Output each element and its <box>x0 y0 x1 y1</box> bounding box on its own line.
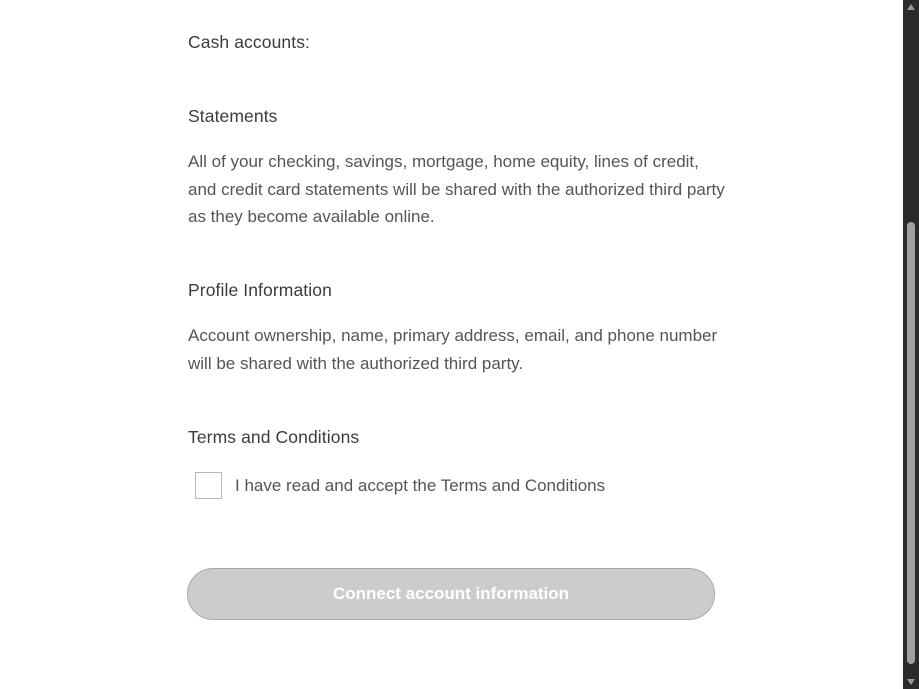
terms-checkbox-label[interactable]: I have read and accept the Terms and Conditions <box>235 475 606 495</box>
scroll-up-arrow-icon[interactable] <box>907 4 915 10</box>
scrollbar-thumb[interactable] <box>907 222 915 664</box>
profile-information-heading: Profile Information <box>188 280 332 300</box>
terms-heading: Terms and Conditions <box>188 427 360 447</box>
statements-description: All of your checking, savings, mortgage, home equity, lines of credit, and credit card statements will be shared with the authorized third party as they become available online. <box>188 152 725 226</box>
terms-checkbox-row[interactable] <box>195 472 605 499</box>
terms-checkbox[interactable] <box>195 472 222 499</box>
connect-account-button[interactable]: Connect account information <box>187 568 715 620</box>
profile-information-description: Account ownership, name, primary address, email, and phone number will be shared with the authorized third party. <box>188 326 718 373</box>
scroll-down-arrow-icon[interactable] <box>907 679 915 685</box>
vertical-scrollbar[interactable] <box>903 0 919 689</box>
statements-heading: Statements <box>188 106 278 126</box>
cash-accounts-heading: Cash accounts: <box>188 32 311 52</box>
